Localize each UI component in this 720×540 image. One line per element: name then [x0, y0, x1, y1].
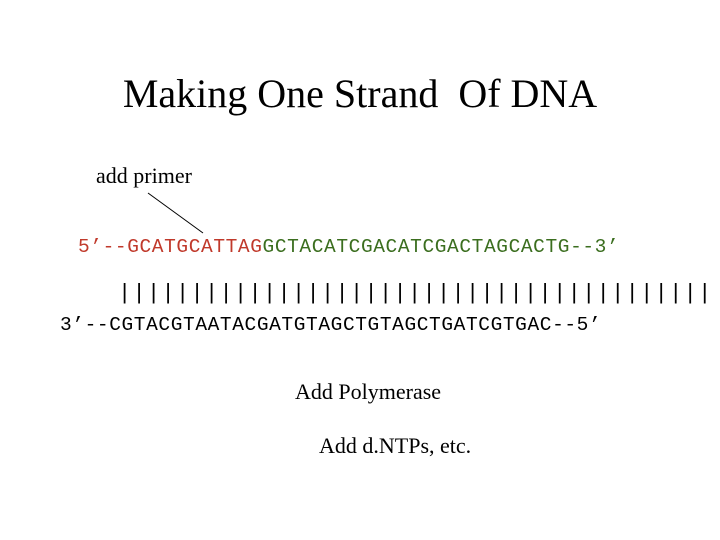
top-strand [78, 236, 619, 258]
base-pair-bars: ||||||||||||||||||||||||||||||||||||||||| [118, 281, 713, 306]
template-top-segment: GCTACATCGACATCGACTAGCACTG--3’ [262, 236, 620, 258]
add-polymerase-label: Add Polymerase [295, 379, 442, 404]
add-dntps-label: Add d.NTPs, etc. [319, 433, 472, 458]
bottom-strand: 3’--CGTACGTAATACGATGTAGCTGTAGCTGATCGTGAC--5’ [60, 314, 602, 336]
primer-segment: 5’--GCATGCATTAG [78, 236, 263, 258]
add-primer-label: add primer [96, 163, 192, 188]
slide-title: Making One Strand Of DNA [122, 71, 598, 116]
